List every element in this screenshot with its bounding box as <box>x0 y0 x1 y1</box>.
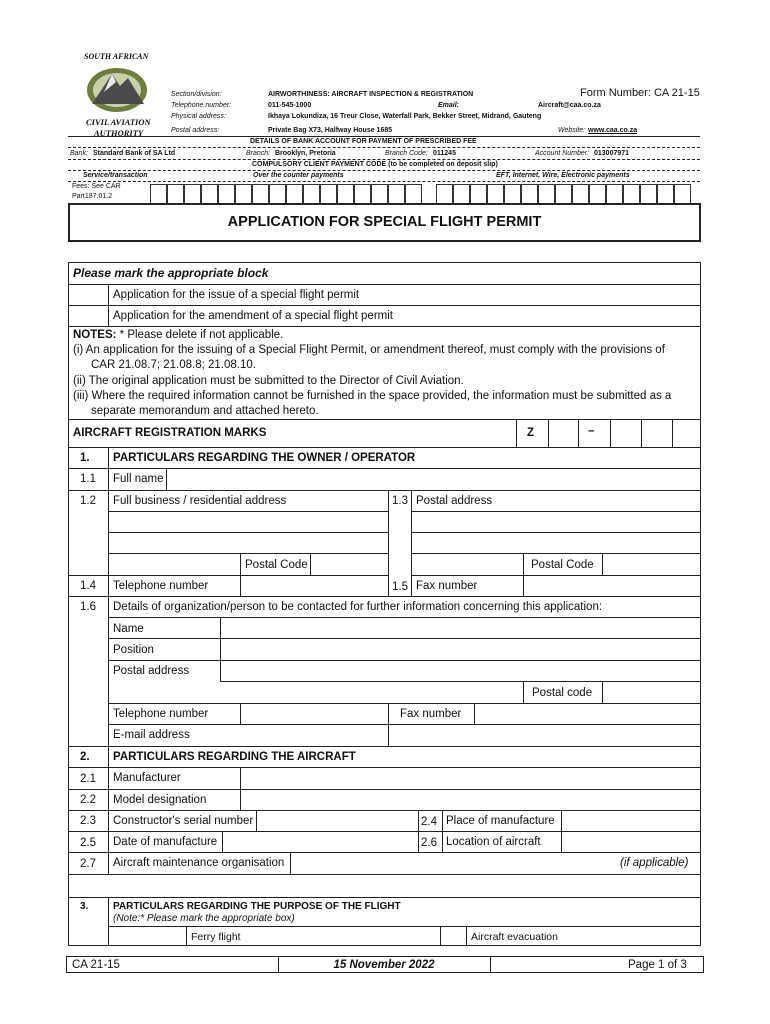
service-label: Service/transaction <box>83 172 148 179</box>
section-value: AIRWORTHINESS: AIRCRAFT INSPECTION & REGISTRATION <box>268 91 474 98</box>
section1-number: 1. <box>80 452 90 464</box>
contact-postal-label: Postal address <box>113 665 190 677</box>
logo-emblem-icon <box>84 64 150 114</box>
form-number: Form Number: CA 21-15 <box>580 87 700 99</box>
website-link[interactable]: www.caa.co.za <box>588 127 638 134</box>
contact-fax-label: Fax number <box>400 708 462 720</box>
business-address-line-1[interactable] <box>109 512 388 532</box>
bank-label: Bank: <box>70 150 88 157</box>
footer-form-number: CA 21-15 <box>72 959 120 971</box>
location-label: Location of aircraft <box>446 836 541 848</box>
eft-code-boxes[interactable] <box>436 184 700 204</box>
row-2-6-number: 2.6 <box>421 837 437 849</box>
client-code-title: COMPULSORY CLIENT PAYMENT CODE (to be completed on deposit slip) <box>252 161 498 168</box>
ferry-flight-label: Ferry flight <box>191 931 241 943</box>
full-name-field[interactable] <box>167 469 700 489</box>
bank-title: DETAILS OF BANK ACCOUNT FOR PAYMENT OF PRESCRIBED FEE <box>250 138 477 145</box>
maintenance-field[interactable] <box>291 853 611 873</box>
serial-field[interactable] <box>257 811 418 830</box>
option-amend-checkbox[interactable] <box>69 306 108 326</box>
note-1b: CAR 21.08.7; 21.08.8; 21.08.10. <box>91 359 256 371</box>
telephone-label: Telephone number <box>113 580 209 592</box>
section3-title: PARTICULARS REGARDING THE PURPOSE OF THE FLIGHT <box>113 901 401 912</box>
postal-code-field[interactable] <box>603 554 700 574</box>
row-2-7-number: 2.7 <box>80 858 96 870</box>
contact-position-label: Position <box>113 644 154 656</box>
account-label: Account Number: <box>535 150 590 157</box>
date-label: Date of manufacture <box>113 836 218 848</box>
place-field[interactable] <box>562 811 700 830</box>
postal-value: Private Bag X73, Halfway House 1685 <box>268 127 393 134</box>
section2-title: PARTICULARS REGARDING THE AIRCRAFT <box>113 751 356 763</box>
contact-phone-field[interactable] <box>241 704 388 724</box>
section1-title: PARTICULARS REGARDING THE OWNER / OPERATOR <box>113 452 416 464</box>
row-1-3-number: 1.3 <box>392 495 408 507</box>
evacuation-checkbox[interactable] <box>441 927 466 945</box>
registration-label: AIRCRAFT REGISTRATION MARKS <box>73 427 267 439</box>
contact-fax-field[interactable] <box>475 704 700 724</box>
section-label: Section/division: <box>171 91 222 98</box>
registration-mark-1[interactable] <box>549 420 578 446</box>
contact-name-field[interactable] <box>221 618 700 638</box>
branch-code-value: 011245 <box>433 150 456 157</box>
notes-lead: NOTES: <box>73 329 117 341</box>
physical-label: Physical address: <box>171 113 226 120</box>
caa-logo <box>70 50 170 140</box>
branch-code-label: Branch Code: <box>385 150 428 157</box>
physical-value: Ikhaya Lokundiza, 16 Treur Close, Waterfall Park, Bekker Street, Midrand, Gauteng <box>268 113 542 120</box>
row-2-5-number: 2.5 <box>80 837 96 849</box>
row-2-4-number: 2.4 <box>421 816 437 828</box>
ferry-flight-checkbox[interactable] <box>109 927 186 945</box>
contact-postal-code-label: Postal code <box>532 687 593 699</box>
registration-z: Z <box>527 427 535 439</box>
logo-bottom-text-1: CIVIL AVIATION <box>86 117 151 127</box>
row-2-1-number: 2.1 <box>80 773 96 785</box>
row-2-3-number: 2.3 <box>80 815 96 827</box>
row-1-4-number: 1.4 <box>80 580 96 592</box>
contact-postal-field[interactable] <box>221 661 700 681</box>
date-field[interactable] <box>223 832 418 851</box>
model-label: Model designation <box>113 794 207 806</box>
postal-code-label: Postal Code <box>531 559 594 571</box>
note-3a: (iii) Where the required information cannot be furnished in the space provided, the information must be submitted as a <box>73 390 672 402</box>
eft-label: EFT, Internet, Wire, Electronic payments <box>496 172 630 179</box>
full-name-label: Full name <box>113 473 164 485</box>
model-field[interactable] <box>241 790 700 810</box>
email-value: Aircraft@caa.co.za <box>538 102 601 109</box>
contact-details-label: Details of organization/person to be contacted for further information concerning this application: <box>113 601 603 613</box>
page-title: APPLICATION FOR SPECIAL FLIGHT PERMIT <box>227 214 542 230</box>
branch-label: Branch: <box>246 150 271 157</box>
phone-label: Telephone number: <box>171 102 232 109</box>
manufacturer-label: Manufacturer <box>113 772 181 784</box>
postal-address-line-2[interactable] <box>412 533 700 553</box>
mark-block-heading: Please mark the appropriate block <box>73 266 269 280</box>
counter-label: Over the counter payments <box>253 172 344 179</box>
maintenance-label: Aircraft maintenance organisation <box>113 857 285 869</box>
location-field[interactable] <box>562 832 700 851</box>
account-value: 013007971 <box>594 150 630 157</box>
footer-date: 15 November 2022 <box>333 959 435 971</box>
fax-label: Fax number <box>416 580 478 592</box>
section3-note: (Note:* Please mark the appropriate box) <box>113 913 295 924</box>
logo-top-text: SOUTH AFRICAN <box>84 52 149 61</box>
place-label: Place of manufacture <box>446 815 555 827</box>
option-amend-label: Application for the amendment of a special flight permit <box>113 310 393 322</box>
serial-label: Constructor's serial number <box>113 815 254 827</box>
fax-field[interactable] <box>524 576 700 595</box>
note-1a: (i) An application for the issuing of a Special Flight Permit, or amendment thereof, must comply with the provisions of <box>73 344 665 356</box>
registration-mark-4[interactable] <box>673 420 700 446</box>
business-address-label: Full business / residential address <box>113 495 287 507</box>
postal-address-line-1[interactable] <box>412 512 700 532</box>
footer-page: Page 1 of 3 <box>628 959 687 971</box>
row-1-2-number: 1.2 <box>80 495 96 507</box>
registration-dash: – <box>588 425 595 437</box>
website-label: Website: <box>558 127 586 134</box>
fees-label-2: Part187.01.2 <box>72 193 113 200</box>
section2-number: 2. <box>80 751 90 763</box>
postal-label: Postal address: <box>171 127 220 134</box>
note-3b: separate memorandum and attached hereto. <box>91 405 319 417</box>
telephone-field[interactable] <box>241 576 388 595</box>
phone-value: 011-545-1000 <box>268 102 312 109</box>
note-2: (ii) The original application must be submitted to the Director of Civil Aviation. <box>73 375 464 387</box>
evacuation-label: Aircraft evacuation <box>471 931 558 943</box>
if-applicable-label: (if applicable) <box>620 857 689 869</box>
contact-postal-code-field[interactable] <box>603 682 700 702</box>
row-1-5-number: 1.5 <box>392 581 408 593</box>
logo-bottom-text-2: AUTHORITY <box>94 128 144 138</box>
email-label: Email: <box>438 102 460 109</box>
row-1-1-number: 1.1 <box>80 473 96 485</box>
manufacturer-field[interactable] <box>241 768 700 788</box>
postal-address-label: Postal address <box>416 495 493 507</box>
contact-phone-label: Telephone number <box>113 708 209 720</box>
counter-code-boxes[interactable] <box>150 184 422 204</box>
row-2-2-number: 2.2 <box>80 794 96 806</box>
contact-name-label: Name <box>113 623 144 635</box>
registration-mark-3[interactable] <box>642 420 672 446</box>
contact-email-label: E-mail address <box>113 729 190 741</box>
fees-label-1: Fees: See CAR <box>72 183 121 190</box>
branch-value: Brooklyn, Pretoria <box>275 150 336 157</box>
notes-lead-text: * Please delete if not applicable. <box>116 329 284 341</box>
registration-mark-2[interactable] <box>611 420 641 446</box>
bank-value: Standard Bank of SA Ltd <box>93 150 176 157</box>
option-issue-checkbox[interactable] <box>69 285 108 305</box>
option-issue-label: Application for the issue of a special flight permit <box>113 289 360 301</box>
contact-position-field[interactable] <box>221 639 700 659</box>
business-postal-code-field[interactable] <box>311 554 388 574</box>
business-postal-code-label: Postal Code <box>245 559 308 571</box>
business-address-line-2[interactable] <box>109 533 388 553</box>
section3-number: 3. <box>80 901 89 912</box>
contact-email-field[interactable] <box>389 725 700 745</box>
row-1-6-number: 1.6 <box>80 601 96 613</box>
